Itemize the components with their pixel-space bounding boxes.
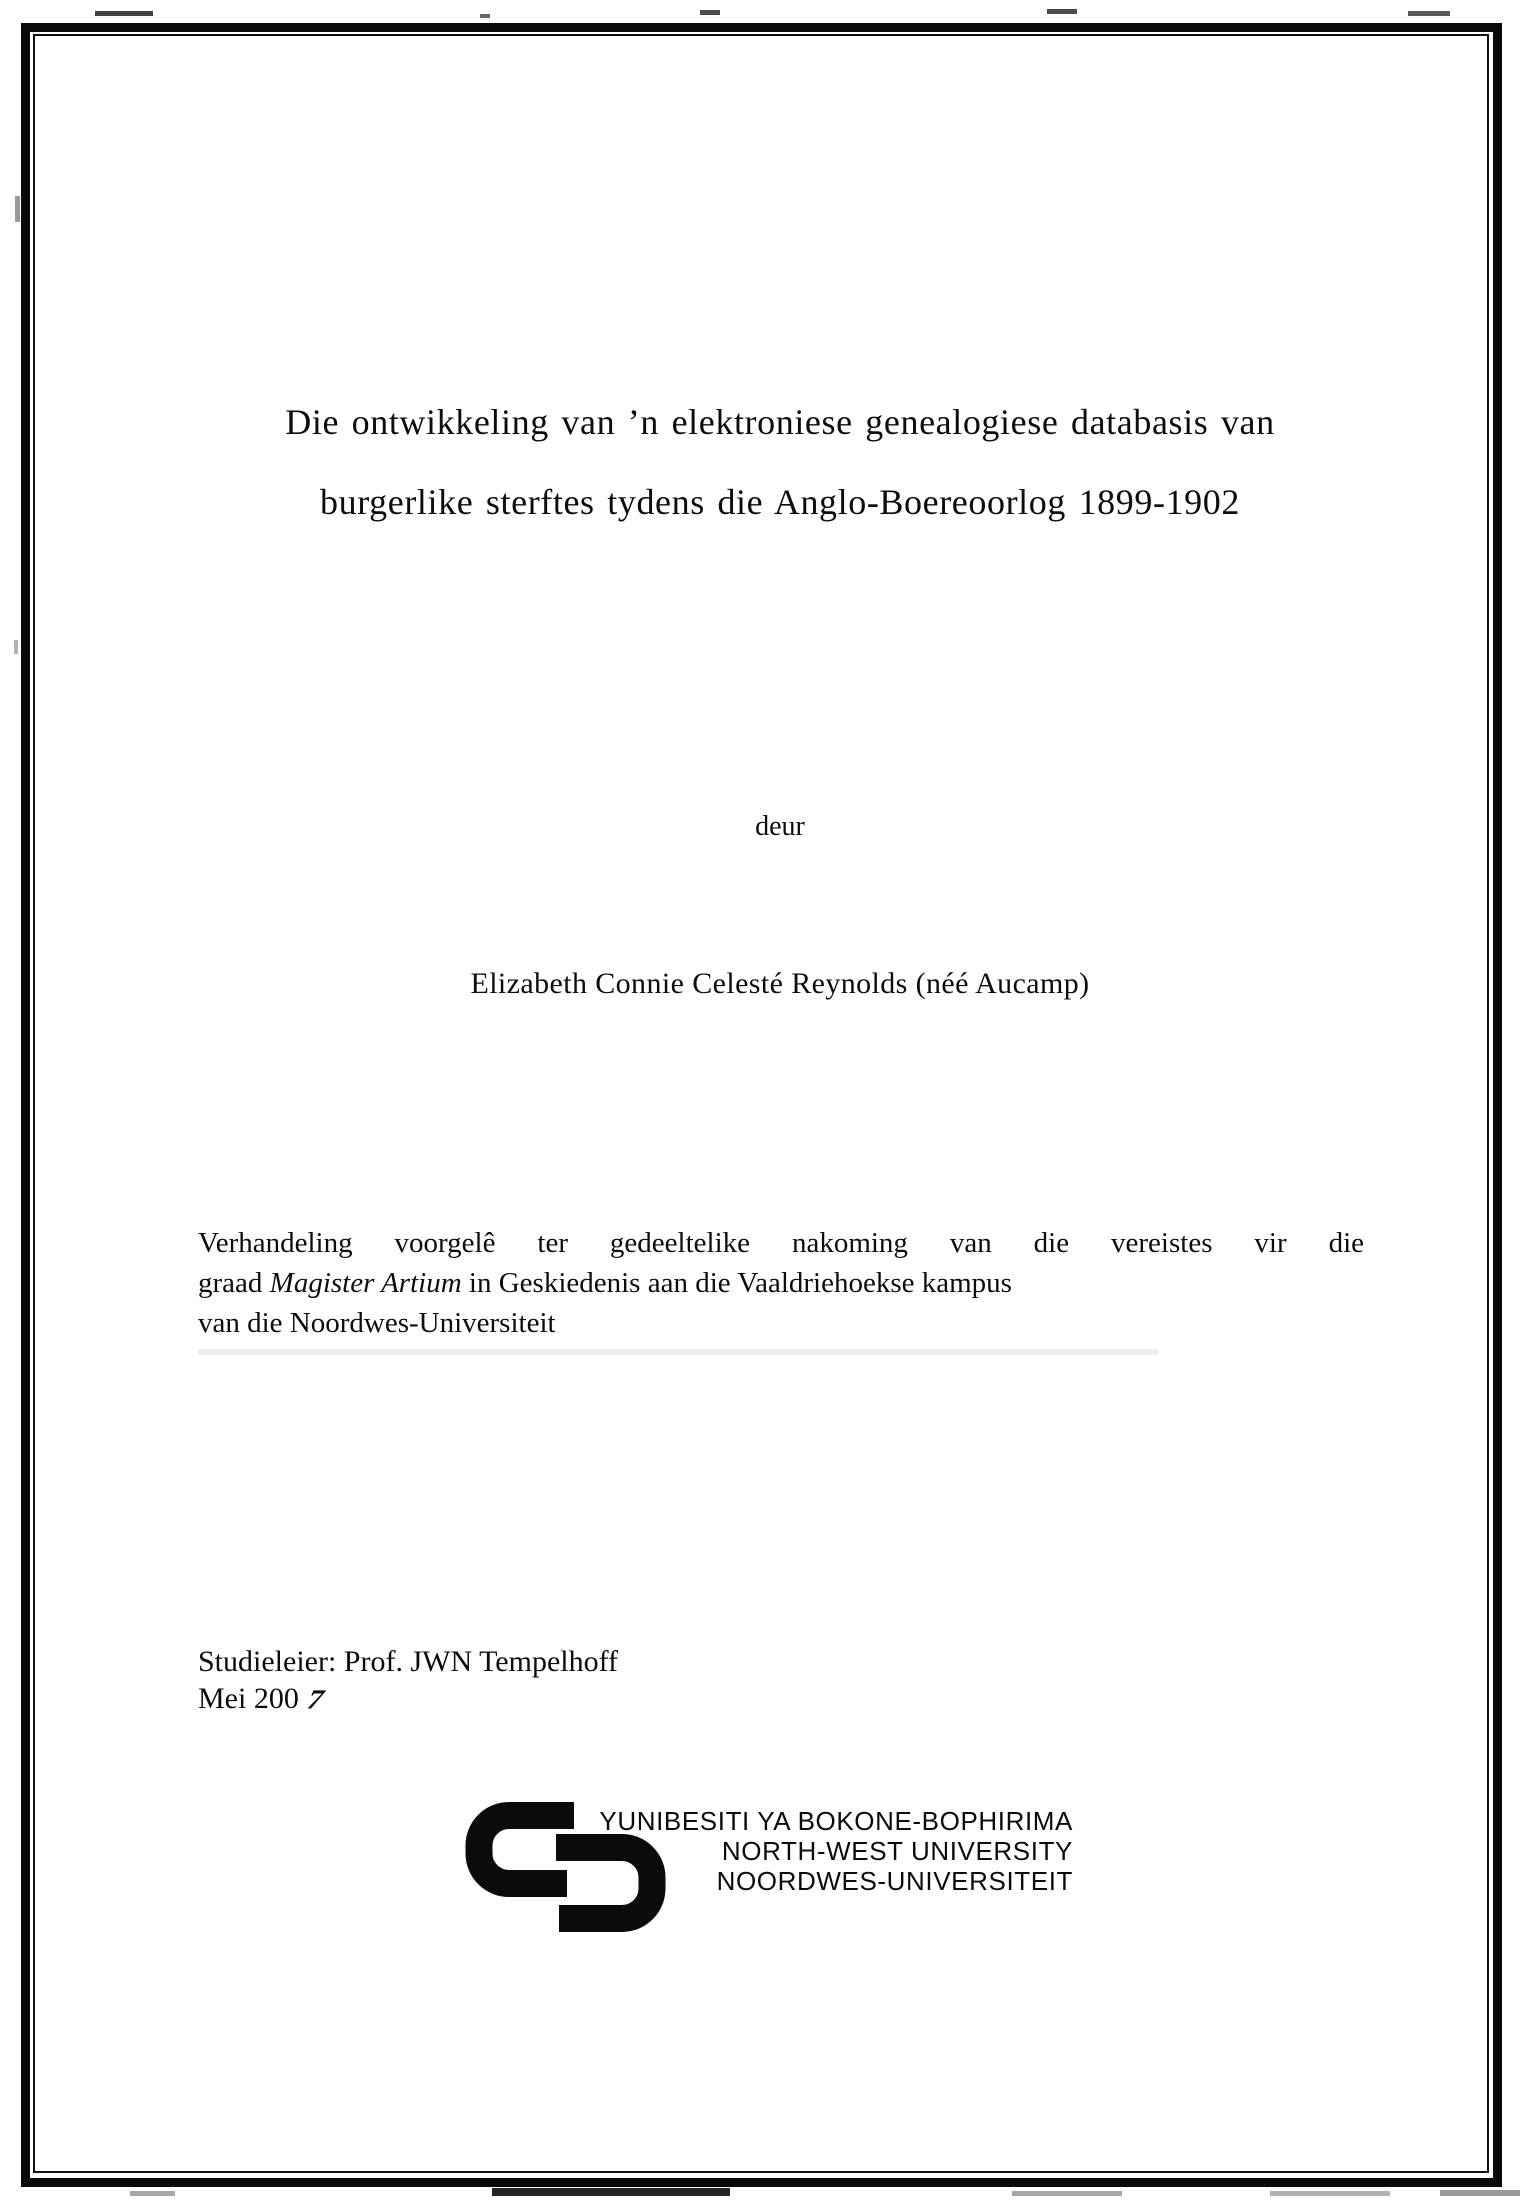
thesis-title-line1: Die ontwikkeling van ’n elektroniese genealogiese databasis van: [285, 402, 1275, 442]
supervisor-line: Studieleier: Prof. JWN Tempelhoff: [198, 1645, 619, 1678]
scan-artifact: [95, 11, 153, 16]
university-name-english: NORTH-WEST UNIVERSITY: [721, 1836, 1073, 1866]
scan-artifact: [1012, 2191, 1122, 2196]
scan-artifact: [1440, 2190, 1520, 2196]
scan-artifact: [130, 2191, 175, 2196]
degree-statement-line2: [198, 1263, 1364, 1303]
degree-statement-line2-prefix: graad: [198, 1267, 270, 1299]
university-wordmark: [560, 1806, 1073, 1896]
degree-name-italic: Magister Artium: [269, 1267, 462, 1299]
university-name-afrikaans: NOORDWES-UNIVERSITEIT: [716, 1866, 1073, 1896]
byline-deur: deur: [755, 811, 805, 842]
thesis-title-line2: burgerlike sterftes tydens die Anglo-Boereoorlog 1899-1902: [320, 482, 1240, 522]
author-name: Elizabeth Connie Celesté Reynolds (néé Aucamp): [470, 967, 1090, 1000]
scan-artifact: [1047, 9, 1077, 14]
degree-statement-line1: Verhandeling voorgelê ter gedeeltelike nakoming van die vereistes vir die: [198, 1227, 1364, 1259]
scan-artifact: [700, 10, 720, 15]
scan-artifact: [198, 1349, 1158, 1355]
scan-artifact: [492, 2188, 730, 2196]
degree-statement-line2-suffix: in Geskiedenis aan die Vaaldriehoekse kampus: [461, 1267, 1012, 1299]
university-logo-lockup: [461, 1796, 1081, 1936]
scan-artifact: [480, 14, 490, 18]
date-final-digit: 7: [301, 1684, 329, 1716]
date-line: [198, 1680, 1098, 1717]
degree-statement-line3: van die Noordwes-Universiteit: [198, 1307, 556, 1339]
scan-artifact: [1408, 11, 1450, 16]
university-name-setswana: YUNIBESITI YA BOKONE-BOPHIRIMA: [599, 1806, 1073, 1836]
supervisor-block: [198, 1643, 1098, 1717]
scan-artifact: [14, 640, 18, 654]
thesis-title: [180, 382, 1380, 542]
degree-statement: [198, 1223, 1364, 1343]
scan-artifact: [15, 196, 20, 222]
scan-artifact: [1270, 2191, 1390, 2196]
date-prefix: Mei 200: [198, 1682, 299, 1715]
